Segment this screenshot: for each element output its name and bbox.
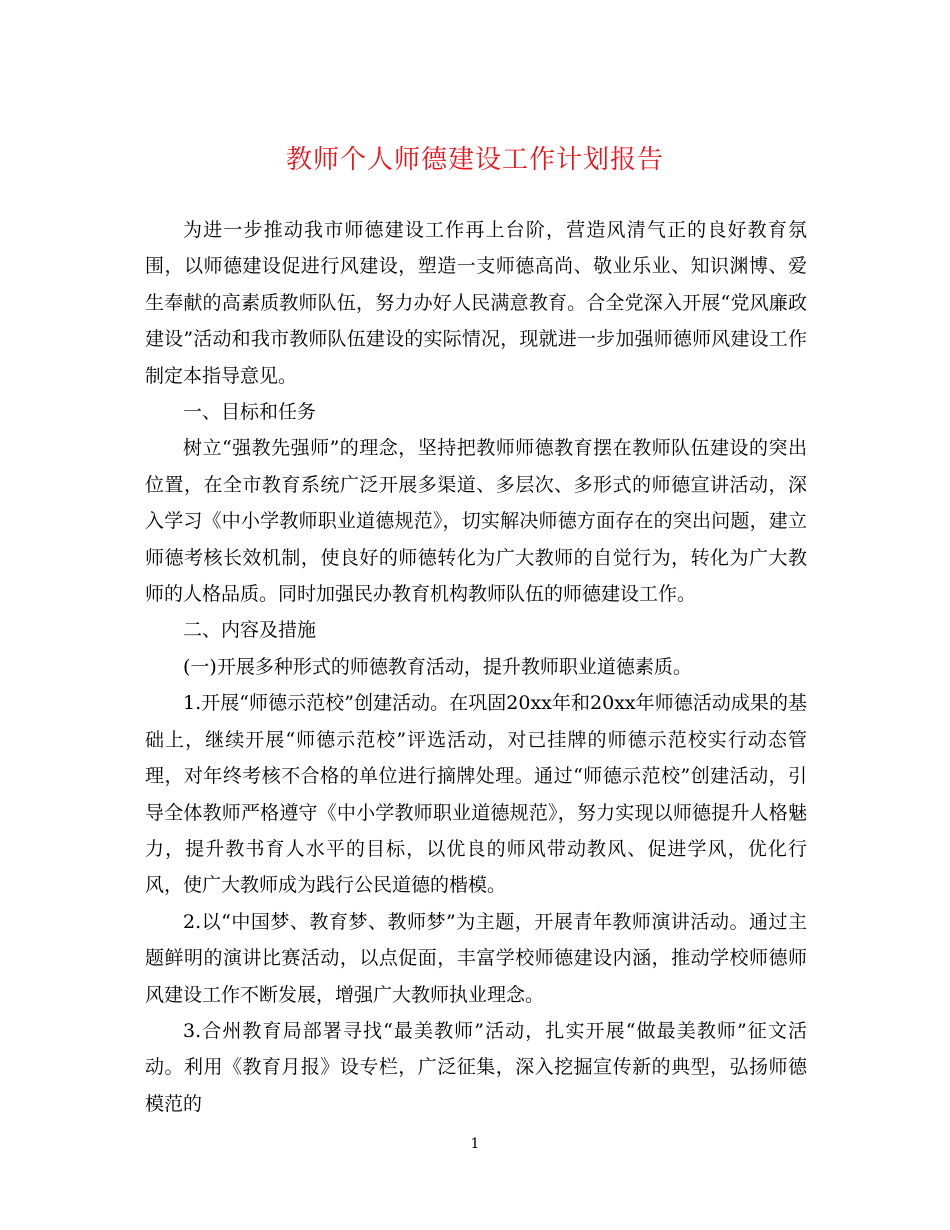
measure-item-2: 2.以“中国梦、教育梦、教师梦”为主题，开展青年教师演讲活动。通过主题鲜明的演讲比赛活动，以点促面，丰富学校师德建设内涵，推动学校师德师风建设工作不断发展，增强广大教师执业理念。 [145,910,807,1006]
subsection-heading-1: (一)开展多种形式的师德教育活动，提升教师职业道德素质。 [183,655,692,678]
section-heading-measures: 二、内容及措施 [183,619,317,642]
goals-paragraph: 树立“强教先强师”的理念，坚持把教师师德教育摆在教师队伍建设的突出位置，在全市教育系统广泛开展多渠道、多层次、多形式的师德宣讲活动，深入学习《中小学教师职业道德规范》，切实解决师德方面存在的突出问题，建立师德考核长效机制，使良好的师德转化为广大教师的自觉行为，转化为广大教师的人格品质。同时加强民办教育机构教师队伍的师德建设工作。 [145,437,807,606]
measure-item-3: 3.合州教育局部署寻找“最美教师”活动，扎实开展“做最美教师”征文活动。利用《教育月报》设专栏，广泛征集，深入挖掘宣传新的典型，弘扬师德模范的 [145,1019,807,1115]
document-body [145,212,807,1122]
section-heading-goals: 一、目标和任务 [183,401,317,424]
measure-item-1: 1.开展“师德示范校”创建活动。在巩固20xx年和20xx年师德活动成果的基础上，继续开展“师德示范校”评选活动，对已挂牌的师德示范校实行动态管理，对年终考核不合格的单位进行摘牌处理。通过“师德示范校”创建活动，引导全体教师严格遵守《中小学教师职业道德规范》，努力实现以师德提升人格魅力，提升教书育人水平的目标，以优良的师风带动教风、促进学风，优化行风，使广大教师成为践行公民道德的楷模。 [145,692,807,897]
document-title: 教师个人师德建设工作计划报告 [285,145,664,175]
page-number: 1 [470,1136,480,1152]
intro-paragraph: 为进一步推动我市师德建设工作再上台阶，营造风清气正的良好教育氛围，以师德建设促进行风建设，塑造一支师德高尚、敬业乐业、知识渊博、爱生奉献的高素质教师队伍，努力办好人民满意教育。合全党深入开展“党风廉政建设”活动和我市教师队伍建设的实际情况，现就进一步加强师德师风建设工作制定本指导意见。 [145,219,807,387]
